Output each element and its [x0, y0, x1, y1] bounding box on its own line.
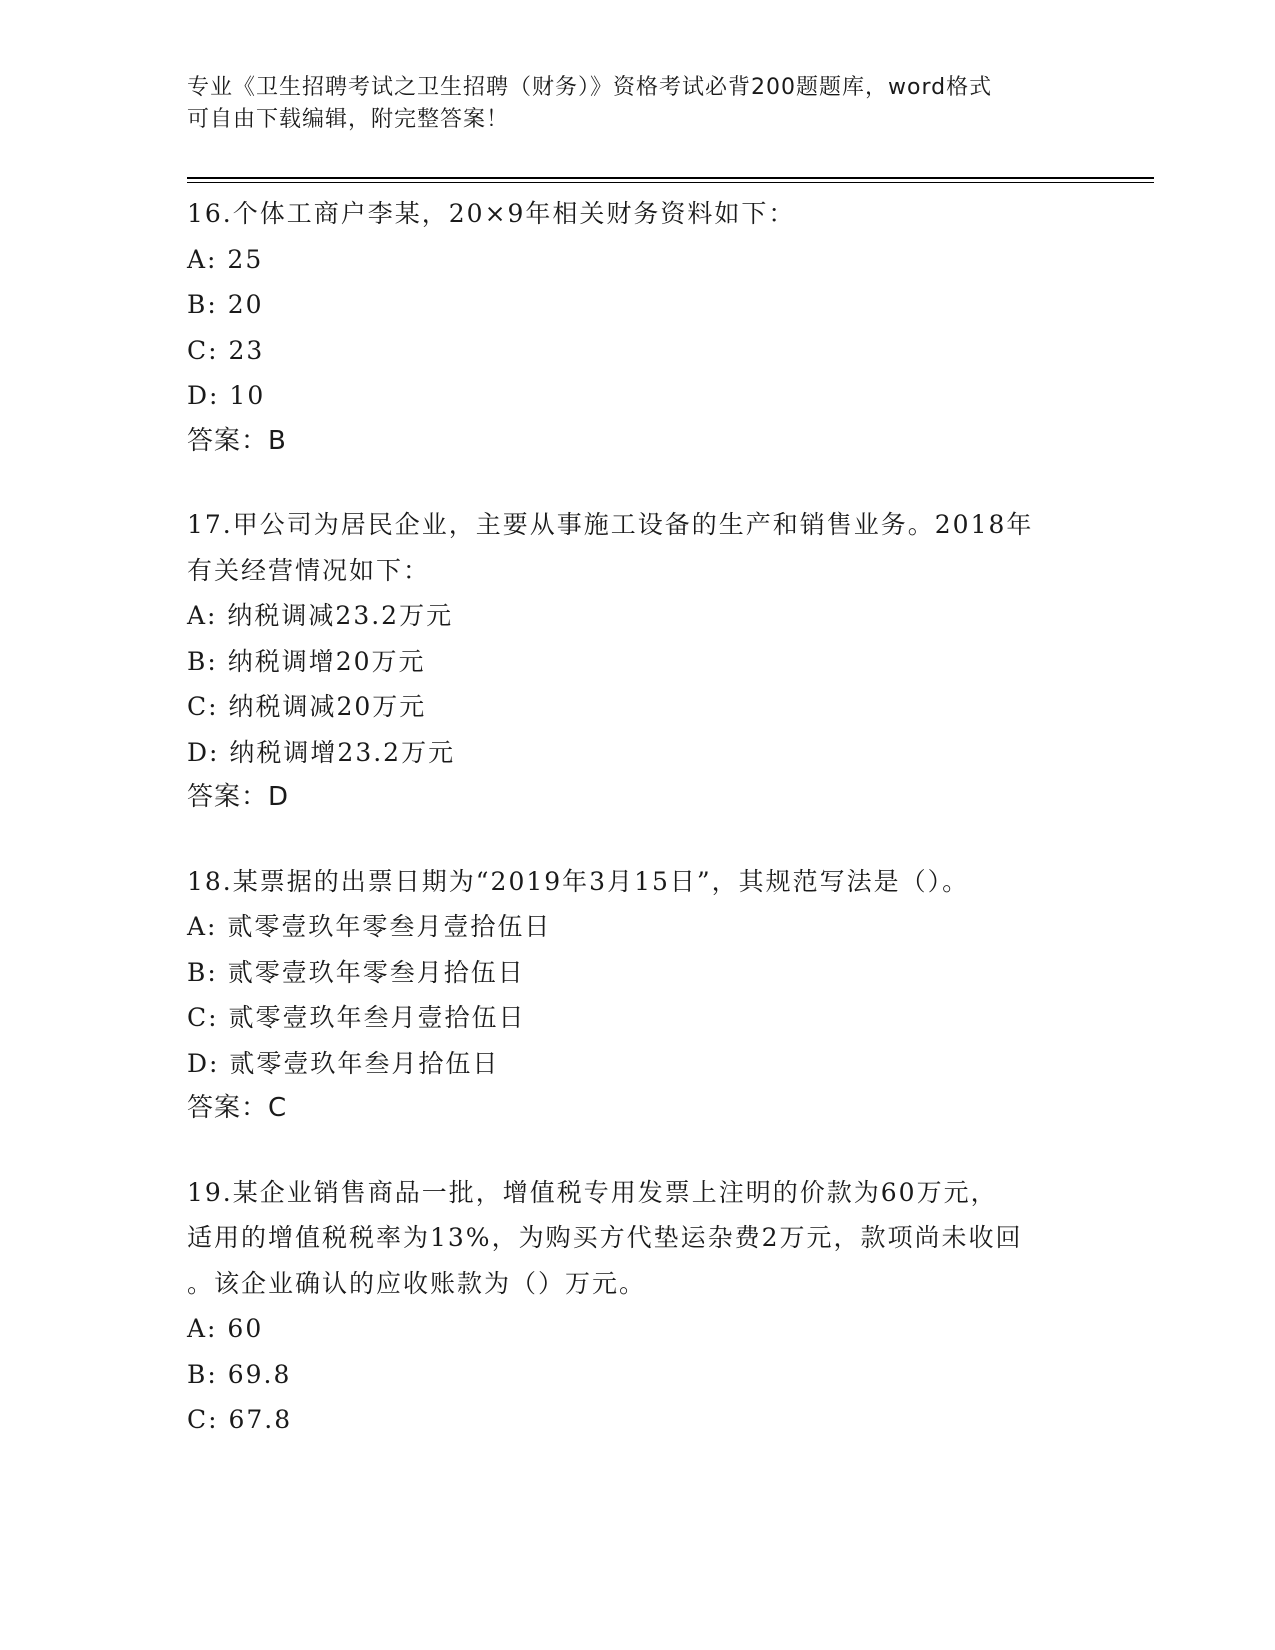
option-b: B: 纳税调增20万元 [187, 646, 426, 676]
question-16 [187, 191, 1087, 464]
option-d: D: 10 [187, 381, 266, 410]
question-text: 。该企业确认的应收账款为（）万元。 [187, 1268, 647, 1298]
option-d: D: 纳税调增23.2万元 [187, 737, 456, 767]
question-17 [187, 502, 1087, 821]
question-18 [187, 859, 1087, 1132]
question-text: 适用的增值税税率为13%，为购买方代垫运杂费2万元，款项尚未收回 [187, 1223, 1023, 1252]
header-line: 专业《卫生招聘考试之卫生招聘（财务）》资格考试必背200题题库，word格式 [187, 75, 993, 100]
option-c: C: 23 [187, 335, 265, 365]
option-a: A: 60 [187, 1314, 264, 1343]
question-text: 19.某企业销售商品一批，增值税专用发票上注明的价款为60万元， [187, 1177, 998, 1207]
option-d: D: 贰零壹玖年叁月拾伍日 [187, 1048, 500, 1078]
question-text: 有关经营情况如下： [187, 555, 431, 585]
question-text: 17.甲公司为居民企业，主要从事施工设备的生产和销售业务。2018年 [187, 510, 1034, 539]
option-b: B: 20 [187, 290, 264, 319]
option-a: A: 25 [187, 244, 264, 274]
document-header [187, 72, 1087, 136]
header-divider-thick [187, 177, 1154, 179]
option-a: A: 纳税调减23.2万元 [187, 601, 454, 630]
header-line: 可自由下载编辑，附完整答案！ [187, 107, 510, 132]
answer: 答案：B [187, 425, 287, 456]
option-c: C: 67.8 [187, 1405, 293, 1434]
option-a: A: 贰零壹玖年零叁月壹拾伍日 [187, 912, 552, 941]
answer: 答案：D [187, 782, 290, 812]
question-text: 16.个体工商户李某，20×9年相关财务资料如下： [187, 199, 796, 228]
option-b: B: 69.8 [187, 1359, 292, 1389]
question-text: 18.某票据的出票日期为“2019年3月15日”，其规范写法是（）。 [187, 866, 970, 896]
option-c: C: 贰零壹玖年叁月壹拾伍日 [187, 1003, 526, 1032]
header-divider-thin [187, 182, 1154, 183]
answer: 答案：C [187, 1093, 288, 1123]
question-19 [187, 1170, 1087, 1443]
question-list [187, 191, 1087, 1481]
option-c: C: 纳税调减20万元 [187, 692, 427, 721]
option-b: B: 贰零壹玖年零叁月拾伍日 [187, 957, 525, 987]
